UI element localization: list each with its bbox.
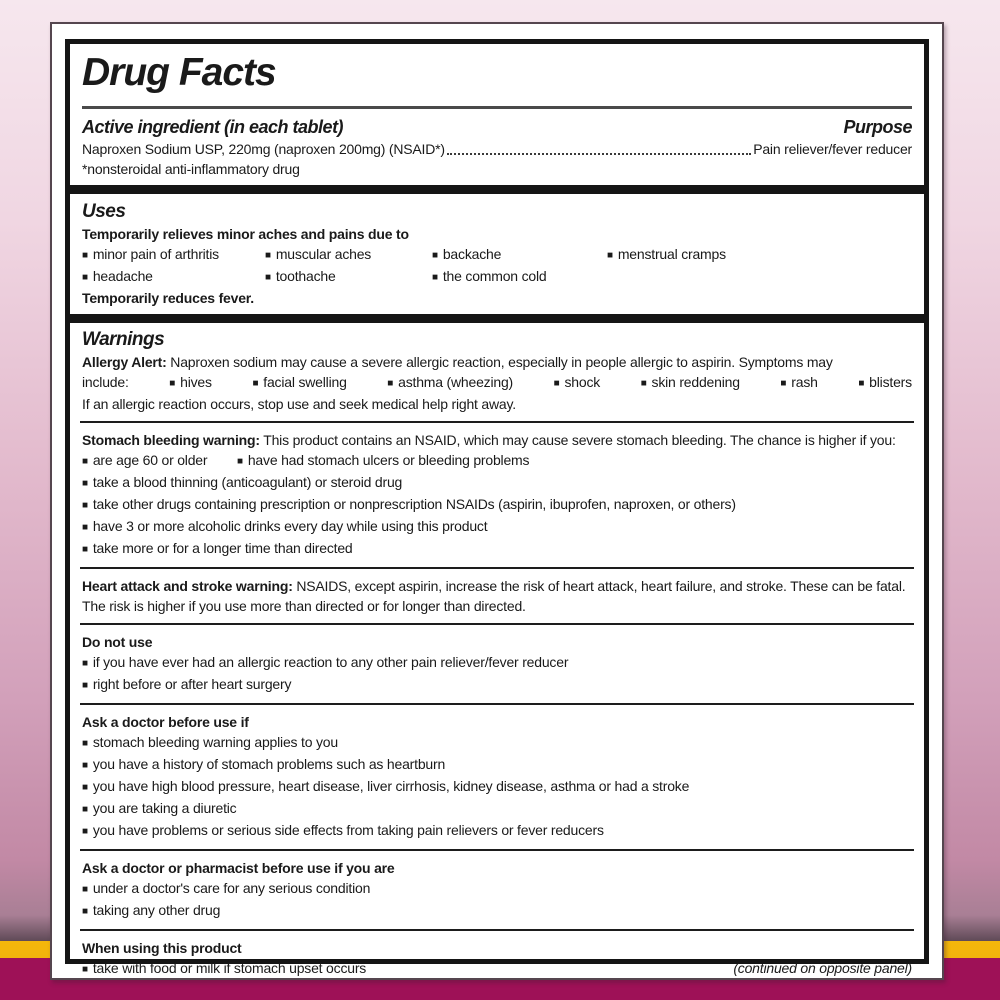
ingredient-name: Naproxen Sodium USP, 220mg (naproxen 200mg) (NSAID*) [82,141,445,157]
symptom-bullet: ■ shock [554,372,600,394]
ask-doctor-bullet: ■ you have problems or serious side effects from taking pain relievers or fever reducers [82,820,912,842]
heart-warning-label: Heart attack and stroke warning: [82,578,293,594]
do-not-use-heading: Do not use [82,634,153,650]
uses-bullet: ■ backache [432,244,607,266]
uses-heading: Uses [82,201,126,222]
section-divider-bar [70,185,924,194]
sub-divider [80,623,914,625]
ask-doctor-bullet: ■ you are taking a diuretic [82,798,912,820]
stomach-warning-label: Stomach bleeding warning: [82,432,260,448]
ask-doctor-pharmacist-block [70,858,924,922]
uses-bullet: ■ minor pain of arthritis [82,244,265,266]
heart-warning-text: NSAIDS, except aspirin, increase the risk of heart attack, heart failure, and stroke. These can be fatal. The risk is higher if you use more than directed or for longer than directed. [82,578,906,614]
uses-bullet: ■ menstrual cramps [607,244,912,266]
uses-intro: Temporarily relieves minor aches and pains due to [82,226,409,242]
active-ingredient-section [70,109,924,185]
purpose-value: Pain reliever/fever reducer [753,141,912,157]
ask-doctor-heading: Ask a doctor before use if [82,714,249,730]
section-divider-bar [70,314,924,323]
active-ingredient-heading: Active ingredient (in each tablet) [82,117,344,137]
drug-facts-box [65,39,929,976]
stomach-bullet: ■ have had stomach ulcers or bleeding problems [237,450,529,472]
stomach-bullet: ■ take more or for a longer time than directed [82,538,912,560]
purpose-heading: Purpose [843,117,912,137]
sub-divider [80,929,914,931]
allergy-symptom-row [82,372,912,394]
symptom-bullet: ■ hives [169,372,212,394]
allergy-alert-block [82,352,912,414]
stomach-warning-text: This product contains an NSAID, which may cause severe stomach bleeding. The chance is higher if you: [263,432,896,448]
drug-facts-label [50,22,944,980]
stomach-bullet: ■ have 3 or more alcoholic drinks every day while using this product [82,516,912,538]
symptom-bullet: ■ asthma (wheezing) [387,372,513,394]
uses-section [70,194,924,314]
stomach-inline-bullets [82,450,912,472]
ask-doctor-pharmacist-heading: Ask a doctor or pharmacist before use if you are [82,860,395,876]
uses-bullet: ■ headache [82,266,265,288]
include-label: include: [82,374,129,390]
do-not-use-bullet: ■ if you have ever had an allergic reaction to any other pain reliever/fever reducer [82,652,912,674]
allergy-alert-label: Allergy Alert: [82,354,167,370]
dotted-leader [447,153,751,155]
symptom-bullet: ■ blisters [858,372,912,394]
uses-bullet: ■ muscular aches [265,244,432,266]
sub-divider [80,421,914,423]
ask-doctor-pharmacist-bullet: ■ taking any other drug [82,900,912,922]
stomach-bleeding-block [70,430,924,560]
ask-doctor-block [70,712,924,842]
allergy-alert-outro: If an allergic reaction occurs, stop use and seek medical help right away. [82,396,516,412]
uses-bullet: ■ toothache [265,266,432,288]
symptom-bullet: ■ facial swelling [252,372,346,394]
when-using-heading: When using this product [82,940,242,956]
continued-note: (continued on opposite panel) [733,960,912,976]
ask-doctor-bullet: ■ you have high blood pressure, heart disease, liver cirrhosis, kidney disease, asthma or had a stroke [82,776,912,798]
symptom-bullet: ■ skin reddening [641,372,740,394]
stomach-bullet: ■ take other drugs containing prescription or nonprescription NSAIDs (aspirin, ibuprofen, naproxen, or others) [82,494,912,516]
header-section [70,44,924,100]
warnings-section [70,323,924,414]
sub-divider [80,567,914,569]
allergy-alert-text: Naproxen sodium may cause a severe allergic reaction, especially in people allergic to aspirin. Symptoms may [170,354,833,370]
warnings-heading: Warnings [82,329,165,350]
sub-divider [80,849,914,851]
uses-bullet-grid [82,244,912,288]
ingredient-footnote: *nonsteroidal anti-inflammatory drug [82,161,300,177]
heart-attack-block [70,576,924,616]
do-not-use-bullet: ■ right before or after heart surgery [82,674,912,696]
ask-doctor-pharmacist-bullet: ■ under a doctor's care for any serious condition [82,878,912,900]
uses-outro: Temporarily reduces fever. [82,290,254,306]
when-using-bullet: ■ take with food or milk if stomach upset occurs [82,958,366,980]
ask-doctor-bullet: ■ stomach bleeding warning applies to you [82,732,912,754]
stomach-bullet: ■ are age 60 or older [82,450,237,472]
do-not-use-block [70,632,924,696]
when-using-block [70,938,924,986]
uses-bullet: ■ the common cold [432,266,607,288]
page-title: Drug Facts [82,51,276,94]
sub-divider [80,703,914,705]
symptom-bullet: ■ rash [780,372,817,394]
ask-doctor-bullet: ■ you have a history of stomach problems such as heartburn [82,754,912,776]
stomach-bullet: ■ take a blood thinning (anticoagulant) or steroid drug [82,472,912,494]
when-using-row [82,958,912,980]
